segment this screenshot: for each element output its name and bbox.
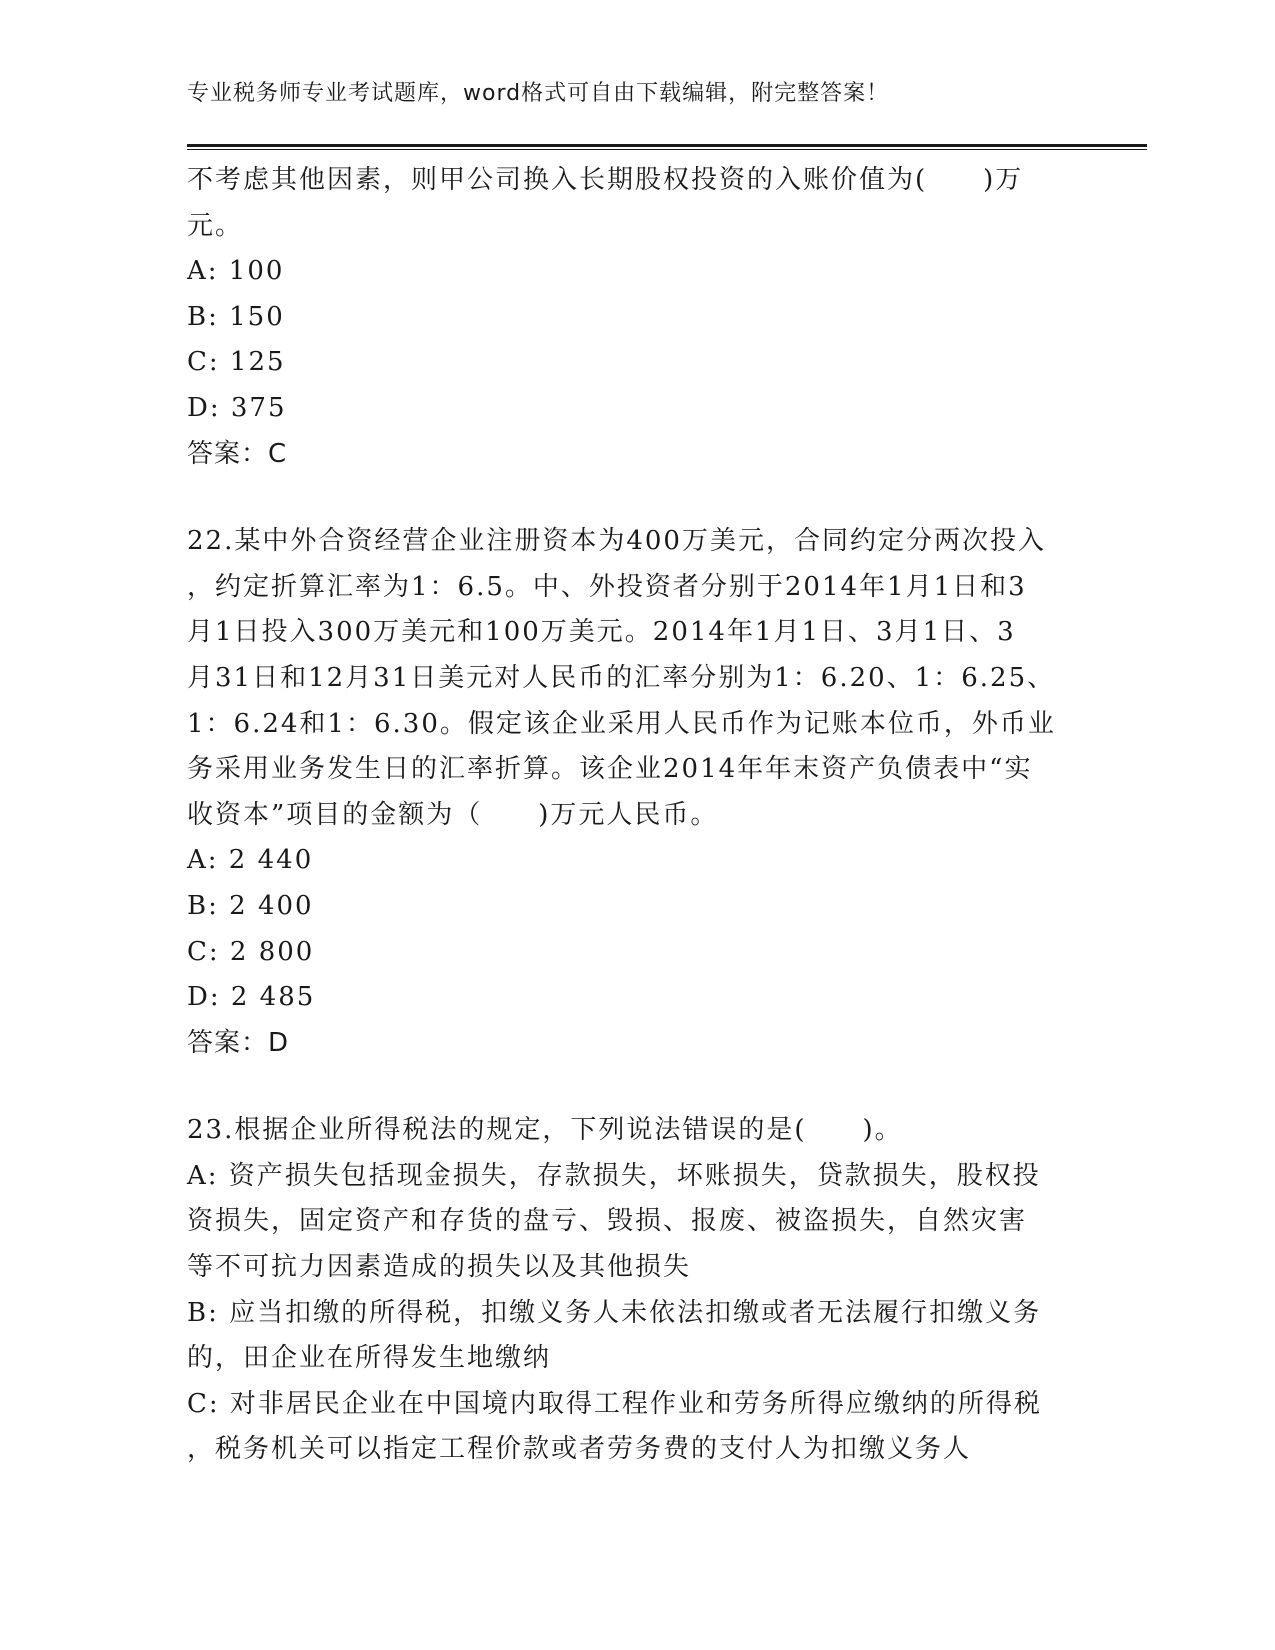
answer-line: 答案：C <box>187 438 288 469</box>
question-21 <box>187 158 1067 477</box>
option-b-line: 的，田企业在所得发生地缴纳 <box>187 1343 552 1374</box>
question-stem-line: 1：6.24和1：6.30。假定该企业采用人民币作为记账本位币，外币业 <box>187 708 1056 739</box>
header-divider <box>187 144 1147 150</box>
option-c: C: 2 800 <box>187 936 315 967</box>
option-c-line: C: 对非居民企业在中国境内取得工程作业和劳务所得应缴纳的所得税 <box>187 1388 1042 1419</box>
question-stem-line: 23.根据企业所得税法的规定，下列说法错误的是( )。 <box>187 1115 903 1146</box>
option-b: B: 2 400 <box>187 890 314 921</box>
option-d: D: 375 <box>187 392 287 423</box>
document-body <box>187 158 1067 1473</box>
option-a-line: A: 资产损失包括现金损失，存款损失，坏账损失，贷款损失，股权投 <box>187 1160 1041 1191</box>
option-c: C: 125 <box>187 347 286 378</box>
spacer <box>187 477 1067 519</box>
option-b: B: 150 <box>187 301 285 332</box>
option-d: D: 2 485 <box>187 982 316 1013</box>
option-a: A: 2 440 <box>187 845 314 876</box>
question-stem-line: 收资本”项目的金额为（ )万元人民币。 <box>187 799 719 830</box>
question-stem-line: 月1日投入300万美元和100万美元。2014年1月1日、3月1日、3 <box>187 617 1016 648</box>
option-c-line: ，税务机关可以指定工程价款或者劳务费的支付人为扣缴义务人 <box>187 1434 972 1465</box>
question-stem-line: 元。 <box>187 210 244 241</box>
question-stem-line: 不考虑其他因素，则甲公司换入长期股权投资的入账价值为( )万 <box>187 165 1024 195</box>
question-stem-line: 22.某中外合资经营企业注册资本为400万美元，合同约定分两次投入 <box>187 526 1046 557</box>
option-a: A: 100 <box>187 256 285 287</box>
question-stem-line: 月31日和12月31日美元对人民币的汇率分别为1：6.20、1：6.25、 <box>187 662 1056 693</box>
option-a-line: 等不可抗力因素造成的损失以及其他损失 <box>187 1252 692 1283</box>
answer-line: 答案：D <box>187 1027 290 1058</box>
option-a-line: 资损失，固定资产和存货的盘亏、毁损、报废、被盗损失，自然灾害 <box>187 1206 1028 1237</box>
question-stem-line: ，约定折算汇率为1：6.5。中、外投资者分别于2014年1月1日和3 <box>187 571 1027 602</box>
question-22 <box>187 519 1067 1066</box>
spacer <box>187 1066 1067 1108</box>
option-b-line: B: 应当扣缴的所得税，扣缴义务人未依法扣缴或者无法履行扣缴义务 <box>187 1297 1042 1328</box>
page-header: 专业税务师专业考试题库，word格式可自由下载编辑，附完整答案！ <box>187 81 890 106</box>
question-stem-line: 务采用业务发生日的汇率折算。该企业2014年年末资产负债表中“实 <box>187 754 1033 785</box>
question-23 <box>187 1108 1067 1473</box>
